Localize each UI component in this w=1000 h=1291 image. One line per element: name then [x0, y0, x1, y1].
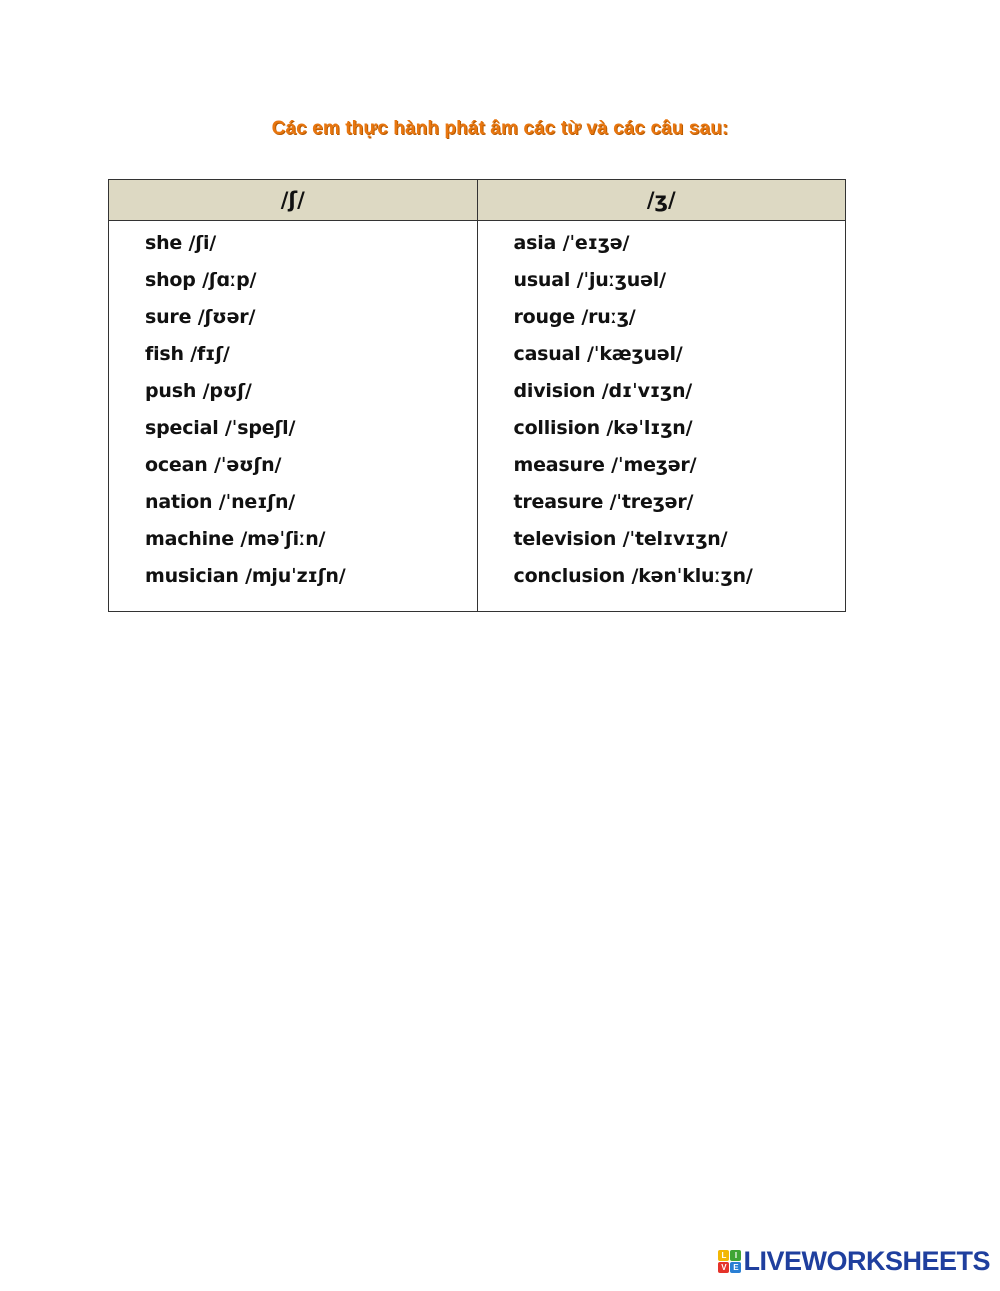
worksheet-heading: Các em thực hành phát âm các từ và các câu sau: — [271, 118, 729, 139]
column-header-sh: /ʃ/ — [109, 180, 478, 221]
list-item: treasure /ˈtreʒər/ — [513, 491, 694, 513]
list-item: sure /ʃʊər/ — [145, 306, 256, 328]
logo-mark-letter: V — [718, 1262, 729, 1273]
list-item: conclusion /kənˈkluːʒn/ — [513, 565, 753, 587]
logo-text: LIVEWORKSHEETS — [743, 1246, 990, 1276]
logo-mark-letter: I — [730, 1250, 741, 1261]
zh-words-cell — [477, 221, 846, 612]
list-item: push /pʊʃ/ — [145, 380, 252, 402]
sh-words-cell — [109, 221, 478, 612]
list-item: shop /ʃɑːp/ — [145, 269, 257, 291]
list-item: usual /ˈjuːʒuəl/ — [513, 269, 666, 291]
list-item: musician /mjuˈzɪʃn/ — [145, 565, 346, 587]
sh-word-list — [145, 229, 477, 599]
list-item: casual /ˈkæʒuəl/ — [513, 343, 683, 365]
column-header-zh: /ʒ/ — [477, 180, 846, 221]
logo-mark-icon — [718, 1250, 741, 1273]
list-item: division /dɪˈvɪʒn/ — [513, 380, 693, 402]
list-item: ocean /ˈəʊʃn/ — [145, 454, 282, 476]
phoneme-table — [108, 179, 846, 612]
list-item: nation /ˈneɪʃn/ — [145, 491, 296, 513]
list-item: fish /fɪʃ/ — [145, 343, 230, 365]
list-item: rouge /ruːʒ/ — [513, 306, 636, 328]
list-item: machine /məˈʃiːn/ — [145, 528, 326, 550]
list-item: measure /ˈmeʒər/ — [513, 454, 697, 476]
list-item: television /ˈtelɪvɪʒn/ — [513, 528, 728, 550]
logo-mark-letter: E — [730, 1262, 741, 1273]
list-item: collision /kəˈlɪʒn/ — [513, 417, 693, 439]
list-item: she /ʃi/ — [145, 232, 217, 254]
list-item: asia /ˈeɪʒə/ — [513, 232, 630, 254]
table-row — [109, 221, 846, 612]
list-item: special /ˈspeʃl/ — [145, 417, 296, 439]
table-header-row — [109, 180, 846, 221]
liveworksheets-logo — [718, 1246, 990, 1277]
logo-mark-letter: L — [718, 1250, 729, 1261]
zh-word-list — [514, 229, 846, 599]
